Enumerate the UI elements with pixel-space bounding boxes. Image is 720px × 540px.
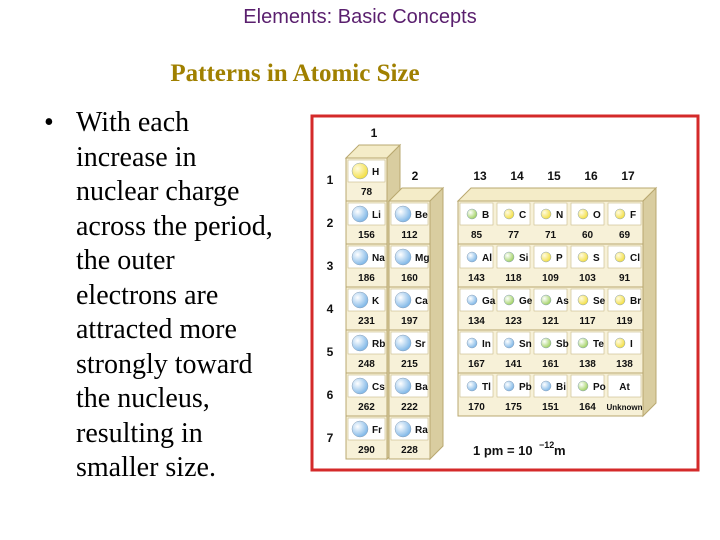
atomic-radius-value: 170 xyxy=(468,402,485,413)
period-label: 2 xyxy=(326,216,334,230)
atomic-radius-value: 228 xyxy=(401,445,418,456)
bullet-line: smaller size. xyxy=(76,452,216,483)
element-symbol: Na xyxy=(372,253,385,264)
atomic-radius-value: 118 xyxy=(505,273,522,284)
group-label: 16 xyxy=(584,169,598,183)
element-symbol: Po xyxy=(593,382,606,393)
atomic-radius-value: 156 xyxy=(358,230,375,241)
atom-sphere xyxy=(541,252,551,262)
atom-sphere xyxy=(504,295,514,305)
atomic-radius-value: 161 xyxy=(542,359,559,370)
atomic-radius-figure xyxy=(310,114,700,472)
element-symbol: Bi xyxy=(556,382,566,393)
atomic-radius-value: 186 xyxy=(358,273,375,284)
bullet-line: electrons are xyxy=(76,279,219,311)
atom-sphere xyxy=(615,252,625,262)
atomic-radius-value: 138 xyxy=(616,359,633,370)
atom-sphere xyxy=(395,378,411,394)
group-label: 17 xyxy=(621,169,635,183)
period-label: 4 xyxy=(326,302,334,316)
atomic-radius-value: 60 xyxy=(581,230,594,241)
atom-sphere xyxy=(395,335,411,351)
group-label: 1 xyxy=(370,126,378,140)
block-side xyxy=(430,188,443,459)
atomic-radius-value: 222 xyxy=(401,402,418,413)
element-symbol: Al xyxy=(482,253,492,264)
period-label: 1 xyxy=(326,173,334,187)
atom-sphere xyxy=(352,206,368,222)
atom-sphere xyxy=(467,252,477,262)
bullet-line: nuclear charge xyxy=(76,176,240,207)
atomic-radius-value: 71 xyxy=(544,230,557,241)
element-symbol: Pb xyxy=(519,382,532,393)
atomic-radius-value: 103 xyxy=(579,273,596,284)
atomic-radius-value: 123 xyxy=(505,316,522,327)
atomic-radius-value: 91 xyxy=(618,273,631,284)
element-symbol: Tl xyxy=(482,382,491,393)
atomic-radius-value: 197 xyxy=(401,316,418,327)
atom-sphere xyxy=(504,338,514,348)
element-symbol: O xyxy=(593,210,601,221)
atom-sphere xyxy=(541,295,551,305)
bullet-line: increase in xyxy=(76,141,197,173)
atomic-radius-value: 248 xyxy=(358,359,375,370)
atomic-radius-value: 119 xyxy=(616,316,633,327)
atomic-radius-value: 138 xyxy=(579,359,596,370)
element-symbol: Ra xyxy=(415,425,428,436)
element-symbol: Be xyxy=(415,210,428,221)
element-symbol: S xyxy=(593,253,600,264)
element-symbol: Mg xyxy=(415,253,430,264)
atomic-radius-value: 164 xyxy=(579,402,596,413)
atomic-radius-value: 290 xyxy=(358,445,375,456)
atom-sphere xyxy=(352,249,368,265)
atom-sphere xyxy=(352,163,368,179)
element-symbol: Rb xyxy=(372,339,386,350)
slide-title: Patterns in Atomic Size xyxy=(170,60,420,87)
element-symbol: I xyxy=(630,339,633,350)
atom-sphere xyxy=(352,292,368,308)
atom-sphere xyxy=(504,252,514,262)
bullet-line: the outer xyxy=(76,245,175,276)
element-symbol: Ca xyxy=(415,296,428,307)
element-symbol: Cl xyxy=(630,253,640,264)
atom-sphere xyxy=(395,292,411,308)
atomic-radius-value: 160 xyxy=(401,273,418,284)
atom-sphere xyxy=(578,295,588,305)
atomic-radius-value: 78 xyxy=(360,187,373,198)
element-symbol: Si xyxy=(519,253,529,264)
atomic-radius-value: 112 xyxy=(401,230,418,241)
period-label: 7 xyxy=(326,431,334,445)
element-symbol: Li xyxy=(372,210,381,221)
atomic-radius-value: 151 xyxy=(542,402,559,413)
header-title: Elements: Basic Concepts xyxy=(243,6,477,28)
element-symbol: P xyxy=(556,253,563,264)
element-symbol: Fr xyxy=(372,425,382,436)
element-symbol: N xyxy=(556,210,564,221)
atom-sphere xyxy=(467,295,477,305)
element-symbol: Cs xyxy=(372,382,385,393)
element-symbol: Se xyxy=(593,296,606,307)
atomic-radius-value: 117 xyxy=(579,316,596,327)
element-symbol: B xyxy=(482,210,490,221)
atomic-radius-value: 167 xyxy=(468,359,485,370)
atomic-radius-value: 121 xyxy=(542,316,559,327)
element-symbol: F xyxy=(630,210,637,221)
block-side xyxy=(643,188,656,416)
atomic-radius-value: 77 xyxy=(507,230,520,241)
atomic-radius-value: Unknown xyxy=(606,403,643,412)
element-symbol: C xyxy=(519,210,527,221)
element-symbol: Ga xyxy=(482,296,496,307)
atom-sphere xyxy=(352,378,368,394)
atom-sphere xyxy=(541,209,551,219)
atom-sphere xyxy=(467,209,477,219)
element-symbol: At xyxy=(619,382,630,393)
atom-sphere xyxy=(578,338,588,348)
atomic-radius-value: 69 xyxy=(618,230,631,241)
element-symbol: Sb xyxy=(556,339,569,350)
bullet-text xyxy=(76,106,316,486)
block-top xyxy=(458,188,656,201)
atom-sphere xyxy=(352,421,368,437)
atomic-radius-value: 175 xyxy=(505,402,522,413)
atomic-radius-value: 109 xyxy=(542,273,559,284)
atom-sphere xyxy=(504,381,514,391)
element-symbol: In xyxy=(482,339,491,350)
atomic-radius-value: 134 xyxy=(468,316,485,327)
atom-sphere xyxy=(395,421,411,437)
element-symbol: Te xyxy=(593,339,604,350)
bullet-line: resulting in xyxy=(76,417,203,449)
atom-sphere xyxy=(467,381,477,391)
unit-note-exponent: −12 xyxy=(539,440,555,450)
element-symbol: Sr xyxy=(415,339,426,350)
atomic-radius-value: 85 xyxy=(470,230,483,241)
atom-sphere xyxy=(395,249,411,265)
unit-note-suffix: m xyxy=(554,443,566,458)
atomic-radius-value: 141 xyxy=(505,359,522,370)
atom-sphere xyxy=(578,209,588,219)
bullet-line: attracted more xyxy=(76,314,237,345)
bullet-line: the nucleus, xyxy=(76,383,210,414)
element-symbol: Ba xyxy=(415,382,428,393)
atomic-radius-value: 262 xyxy=(358,402,375,413)
atom-sphere xyxy=(541,338,551,348)
atomic-radius-value: 215 xyxy=(401,359,418,370)
element-symbol: Sn xyxy=(519,339,532,350)
element-symbol: K xyxy=(372,296,380,307)
atom-sphere xyxy=(541,381,551,391)
group-label: 13 xyxy=(473,169,487,183)
atomic-radius-value: 231 xyxy=(358,316,375,327)
atom-sphere xyxy=(615,209,625,219)
bullet-line: With each xyxy=(76,107,190,138)
bullet-icon: • xyxy=(44,107,54,138)
period-label: 3 xyxy=(326,259,334,273)
atom-sphere xyxy=(395,206,411,222)
group-label: 15 xyxy=(547,169,561,183)
unit-note: 1 pm = 10 xyxy=(473,443,533,458)
atomic-radius-value: 143 xyxy=(468,273,485,284)
group-label: 14 xyxy=(510,169,524,183)
bullet-line: across the period, xyxy=(76,210,273,242)
bullet-line: strongly toward xyxy=(76,348,253,380)
atom-sphere xyxy=(578,381,588,391)
atom-sphere xyxy=(352,335,368,351)
element-symbol: As xyxy=(556,296,569,307)
periodic-table-diagram xyxy=(310,114,700,472)
element-symbol: H xyxy=(372,167,380,178)
period-label: 5 xyxy=(326,345,334,359)
element-symbol: Ge xyxy=(519,296,533,307)
atom-sphere xyxy=(467,338,477,348)
atom-sphere xyxy=(615,295,625,305)
element-symbol: Br xyxy=(630,296,642,307)
atom-sphere xyxy=(615,338,625,348)
period-label: 6 xyxy=(326,388,334,402)
group-label: 2 xyxy=(411,169,419,183)
atom-sphere xyxy=(504,209,514,219)
atom-sphere xyxy=(578,252,588,262)
